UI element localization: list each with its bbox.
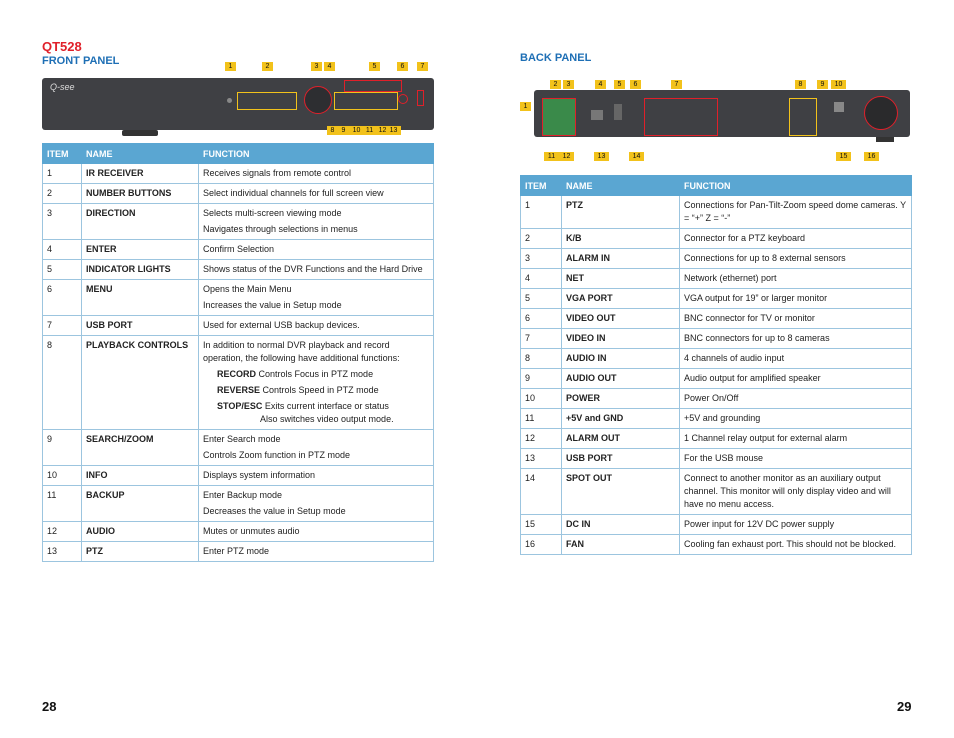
- function-line: Controls Zoom function in PTZ mode: [203, 450, 351, 460]
- name-cell: INFO: [82, 466, 199, 486]
- item-cell: 1: [521, 196, 562, 229]
- page-number-right: 29: [897, 699, 912, 714]
- function-line: +5V and grounding: [684, 413, 761, 423]
- item-cell: 4: [521, 269, 562, 289]
- function-line: Cooling fan exhaust port. This should not be blocked.: [684, 539, 896, 549]
- callout-label: 7: [671, 80, 682, 89]
- dvr-back-body: [534, 90, 910, 137]
- function-line: 1 Channel relay output for external alarm: [684, 433, 848, 443]
- function-line: Connector for a PTZ keyboard: [684, 233, 806, 243]
- name-cell: AUDIO OUT: [562, 369, 680, 389]
- function-cell: [680, 249, 912, 269]
- function-cell: [199, 486, 434, 522]
- name-cell: DC IN: [562, 515, 680, 535]
- function-extra: [203, 368, 429, 381]
- name-cell: BACKUP: [82, 486, 199, 522]
- callout-label: 6: [630, 80, 641, 89]
- table-row: [521, 289, 912, 309]
- function-cell: [199, 204, 434, 240]
- table-row: [521, 196, 912, 229]
- function-line: Shows status of the DVR Functions and the Hard Drive: [203, 264, 423, 274]
- function-line: Connections for Pan-Tilt-Zoom speed dome cameras. Y = “+” Z = “-”: [684, 200, 906, 223]
- function-line: Power On/Off: [684, 393, 739, 403]
- item-cell: 10: [43, 466, 82, 486]
- table-row: [43, 430, 434, 466]
- function-line: For the USB mouse: [684, 453, 764, 463]
- front-panel-heading: FRONT PANEL: [42, 55, 120, 67]
- callout-label: 11: [362, 126, 377, 135]
- table-row: [43, 542, 434, 562]
- function-line: Receives signals from remote control: [203, 168, 352, 178]
- back-panel-table: [520, 175, 912, 555]
- function-line: BNC connector for TV or monitor: [684, 313, 815, 323]
- name-cell: PTZ: [562, 196, 680, 229]
- callout-label: 2: [550, 80, 561, 89]
- name-cell: SPOT OUT: [562, 469, 680, 515]
- callout-label: 4: [595, 80, 606, 89]
- table-row: [521, 369, 912, 389]
- direction-pad-icon: [304, 86, 332, 114]
- function-cell: [680, 369, 912, 389]
- front-panel-table: [42, 143, 434, 562]
- table-row: [43, 204, 434, 240]
- function-line: Audio output for amplified speaker: [684, 373, 821, 383]
- table-row: [521, 329, 912, 349]
- function-line: Displays system information: [203, 470, 316, 480]
- item-cell: 6: [43, 280, 82, 316]
- function-cell: [680, 229, 912, 249]
- col-function: FUNCTION: [680, 176, 912, 196]
- table-row: [521, 429, 912, 449]
- power-switch-icon: [834, 102, 844, 112]
- table-row: [43, 260, 434, 280]
- callout-label: 10: [349, 126, 364, 135]
- dvr-back-foot: [876, 137, 894, 142]
- callout-label: 11: [544, 152, 559, 161]
- function-line: Enter PTZ mode: [203, 546, 270, 556]
- item-cell: 3: [521, 249, 562, 269]
- callout-label: 4: [324, 62, 335, 71]
- item-cell: 14: [521, 469, 562, 515]
- function-cell: [680, 309, 912, 329]
- callout-label: 12: [375, 126, 390, 135]
- function-line: Decreases the value in Setup mode: [203, 506, 346, 516]
- function-line: Mutes or unmutes audio: [203, 526, 300, 536]
- brand-logo: Q-see: [50, 82, 75, 92]
- function-line: In addition to normal DVR playback and record operation, the following have additional functions:: [203, 340, 400, 363]
- function-cell: [680, 409, 912, 429]
- item-cell: 13: [43, 542, 82, 562]
- name-cell: VIDEO OUT: [562, 309, 680, 329]
- name-cell: ALARM IN: [562, 249, 680, 269]
- function-cell: [199, 184, 434, 204]
- callout-label: 14: [629, 152, 644, 161]
- function-line: Connect to another monitor as an auxiliary output channel. This monitor will only display video and will have no menu access.: [684, 473, 891, 509]
- callout-label: 8: [327, 126, 338, 135]
- function-cell: [199, 430, 434, 466]
- playback-controls: [334, 92, 398, 110]
- table-row: [43, 164, 434, 184]
- table-row: [521, 409, 912, 429]
- function-cell: [680, 196, 912, 229]
- item-cell: 12: [521, 429, 562, 449]
- item-cell: 10: [521, 389, 562, 409]
- col-item: ITEM: [521, 176, 562, 196]
- item-cell: 4: [43, 240, 82, 260]
- table-row: [43, 240, 434, 260]
- function-cell: [199, 336, 434, 430]
- menu-button: [398, 94, 408, 104]
- item-cell: 3: [43, 204, 82, 240]
- table-row: [521, 269, 912, 289]
- col-name: NAME: [562, 176, 680, 196]
- extra-text: Controls Focus in PTZ mode: [258, 369, 374, 379]
- function-cell: [199, 466, 434, 486]
- item-cell: 5: [43, 260, 82, 280]
- name-cell: MENU: [82, 280, 199, 316]
- item-cell: 1: [43, 164, 82, 184]
- function-cell: [680, 535, 912, 555]
- function-cell: [680, 289, 912, 309]
- name-cell: +5V and GND: [562, 409, 680, 429]
- function-line: BNC connectors for up to 8 cameras: [684, 333, 830, 343]
- name-cell: ALARM OUT: [562, 429, 680, 449]
- callout-label: 6: [397, 62, 408, 71]
- table-row: [43, 316, 434, 336]
- function-line: Enter Search mode: [203, 434, 281, 444]
- table-row: [521, 389, 912, 409]
- table-row: [43, 466, 434, 486]
- name-cell: AUDIO: [82, 522, 199, 542]
- table-row: [521, 309, 912, 329]
- function-line: Confirm Selection: [203, 244, 275, 254]
- table-row: [43, 280, 434, 316]
- back-panel-heading: BACK PANEL: [520, 52, 592, 64]
- name-cell: IR RECEIVER: [82, 164, 199, 184]
- table-row: [43, 336, 434, 430]
- table-row: [43, 486, 434, 522]
- callout-label: 3: [563, 80, 574, 89]
- callout-label: 3: [311, 62, 322, 71]
- name-cell: USB PORT: [82, 316, 199, 336]
- function-extra: [203, 384, 429, 397]
- callout-label: 13: [386, 126, 401, 135]
- function-line: VGA output for 19” or larger monitor: [684, 293, 828, 303]
- col-function: FUNCTION: [199, 144, 434, 164]
- table-row: [521, 469, 912, 515]
- callout-label: 13: [594, 152, 609, 161]
- function-extra: [203, 400, 429, 426]
- table-row: [521, 249, 912, 269]
- item-cell: 2: [521, 229, 562, 249]
- name-cell: USB PORT: [562, 449, 680, 469]
- item-cell: 7: [521, 329, 562, 349]
- table-row: [521, 229, 912, 249]
- function-line: Used for external USB backup devices.: [203, 320, 360, 330]
- function-line: Navigates through selections in menus: [203, 224, 358, 234]
- usb-port-icon: [417, 90, 424, 106]
- table-row: [521, 349, 912, 369]
- name-cell: PTZ: [82, 542, 199, 562]
- audio-group: [789, 98, 817, 136]
- number-buttons: [237, 92, 297, 110]
- col-item: ITEM: [43, 144, 82, 164]
- item-cell: 7: [43, 316, 82, 336]
- function-line: 4 channels of audio input: [684, 353, 785, 363]
- name-cell: FAN: [562, 535, 680, 555]
- function-line: Power input for 12V DC power supply: [684, 519, 835, 529]
- name-cell: DIRECTION: [82, 204, 199, 240]
- function-cell: [199, 240, 434, 260]
- name-cell: NUMBER BUTTONS: [82, 184, 199, 204]
- name-cell: ENTER: [82, 240, 199, 260]
- extra-cont: Also switches video output mode.: [260, 414, 394, 424]
- callout-label: 12: [559, 152, 574, 161]
- table-row: [43, 522, 434, 542]
- vga-port-icon: [614, 104, 622, 120]
- function-cell: [199, 316, 434, 336]
- item-cell: 8: [43, 336, 82, 430]
- callout-label: 1: [225, 62, 236, 71]
- item-cell: 13: [521, 449, 562, 469]
- name-cell: K/B: [562, 229, 680, 249]
- back-panel-image: [520, 78, 912, 162]
- function-cell: [680, 449, 912, 469]
- table-row: [521, 449, 912, 469]
- name-cell: SEARCH/ZOOM: [82, 430, 199, 466]
- callout-label: 9: [338, 126, 349, 135]
- item-cell: 2: [43, 184, 82, 204]
- table-row: [43, 184, 434, 204]
- dvr-front-foot: [122, 130, 158, 136]
- callout-label: 8: [795, 80, 806, 89]
- item-cell: 15: [521, 515, 562, 535]
- function-line: Connections for up to 8 external sensors: [684, 253, 846, 263]
- function-cell: [199, 280, 434, 316]
- function-line: Selects multi-screen viewing mode: [203, 208, 342, 218]
- item-cell: 9: [43, 430, 82, 466]
- name-cell: VGA PORT: [562, 289, 680, 309]
- function-cell: [680, 469, 912, 515]
- name-cell: INDICATOR LIGHTS: [82, 260, 199, 280]
- front-panel-image: [42, 60, 434, 140]
- page-number-left: 28: [42, 699, 57, 714]
- callout-label: 10: [831, 80, 846, 89]
- col-name: NAME: [82, 144, 199, 164]
- name-cell: PLAYBACK CONTROLS: [82, 336, 199, 430]
- item-cell: 9: [521, 369, 562, 389]
- item-cell: 5: [521, 289, 562, 309]
- video-in-group: [644, 98, 718, 136]
- function-cell: [199, 260, 434, 280]
- name-cell: AUDIO IN: [562, 349, 680, 369]
- function-cell: [680, 389, 912, 409]
- callout-label: 9: [817, 80, 828, 89]
- fan-icon: [864, 96, 898, 130]
- dvr-front-body: [42, 78, 434, 130]
- callout-label: 16: [864, 152, 879, 161]
- function-line: Network (ethernet) port: [684, 273, 777, 283]
- function-cell: [199, 522, 434, 542]
- extra-label: RECORD: [217, 369, 257, 379]
- extra-text: Controls Speed in PTZ mode: [262, 385, 379, 395]
- indicator-lights: [344, 80, 402, 92]
- callout-label: 15: [836, 152, 851, 161]
- callout-label: 2: [262, 62, 273, 71]
- table-row: [521, 515, 912, 535]
- item-cell: 12: [43, 522, 82, 542]
- ptz-terminals: [542, 98, 576, 136]
- callout-label: 5: [369, 62, 380, 71]
- function-line: Opens the Main Menu: [203, 284, 292, 294]
- function-line: Select individual channels for full screen view: [203, 188, 384, 198]
- callout-label: 5: [614, 80, 625, 89]
- function-line: Enter Backup mode: [203, 490, 283, 500]
- function-cell: [680, 349, 912, 369]
- function-cell: [680, 515, 912, 535]
- item-cell: 11: [521, 409, 562, 429]
- item-cell: 6: [521, 309, 562, 329]
- name-cell: NET: [562, 269, 680, 289]
- name-cell: VIDEO IN: [562, 329, 680, 349]
- extra-label: REVERSE: [217, 385, 261, 395]
- extra-text: Exits current interface or status: [264, 401, 389, 411]
- net-port-icon: [591, 110, 603, 120]
- callout-label: 1: [520, 102, 531, 111]
- table-row: [521, 535, 912, 555]
- item-cell: 16: [521, 535, 562, 555]
- callout-label: 7: [417, 62, 428, 71]
- function-cell: [199, 542, 434, 562]
- function-cell: [680, 269, 912, 289]
- function-line: Increases the value in Setup mode: [203, 300, 342, 310]
- item-cell: 8: [521, 349, 562, 369]
- function-cell: [680, 329, 912, 349]
- function-cell: [199, 164, 434, 184]
- model-title: QT528: [42, 39, 82, 54]
- ir-receiver-icon: [227, 98, 232, 103]
- extra-label: STOP/ESC: [217, 401, 263, 411]
- item-cell: 11: [43, 486, 82, 522]
- function-cell: [680, 429, 912, 449]
- name-cell: POWER: [562, 389, 680, 409]
